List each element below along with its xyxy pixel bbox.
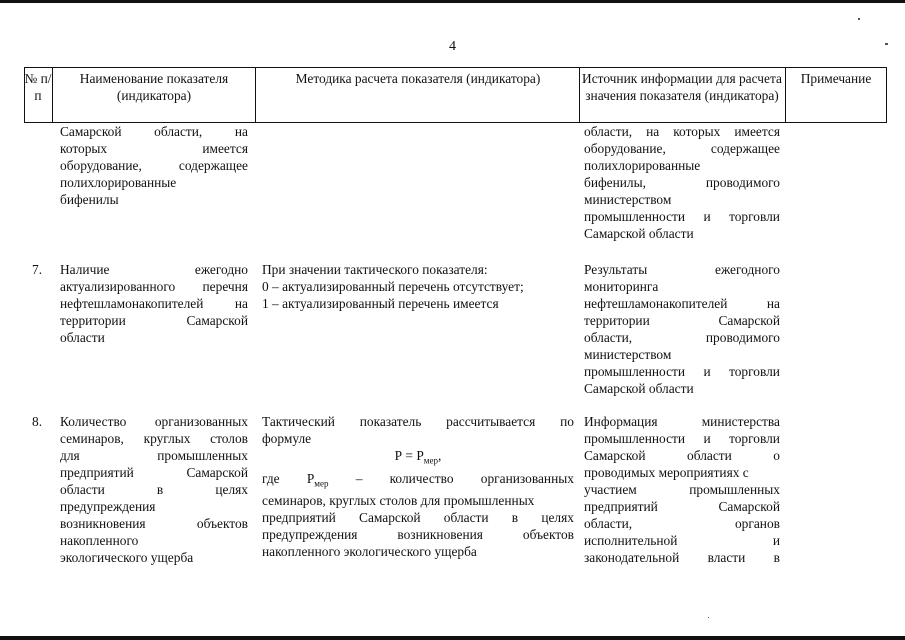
text-line: нефтешламонакопителей на [584, 296, 780, 311]
page-number: 4 [449, 39, 456, 54]
text-line: министерством [584, 192, 672, 207]
text-line: предприятий Самарской [60, 465, 248, 480]
table-top-border [24, 67, 887, 68]
text-line: которых имеется [60, 141, 248, 156]
text-line: Самарской области, на [60, 124, 248, 139]
text-line: оборудование, содержащее [60, 158, 248, 173]
header-col-calculation-method: Методика расчета показателя (индикатора) [295, 71, 541, 86]
text-line: Информация министерства [584, 414, 780, 429]
text-line: промышленности и торговли [584, 209, 780, 224]
row-7-indicator-name [60, 261, 248, 346]
text-line: для промышленных [60, 448, 248, 463]
row-continued-name [60, 123, 248, 208]
row-8-calculation-method [262, 413, 574, 560]
text-line: предупреждения [60, 499, 156, 514]
text-line: семинаров, круглых столов [60, 431, 248, 446]
page-top-edge [0, 0, 905, 3]
text-line: области, органов [584, 516, 780, 531]
calculation-formula: $Р = Р_{мер}$, [394, 448, 442, 466]
row-8-indicator-name [60, 413, 248, 566]
text-line: Самарской области [584, 226, 694, 241]
scan-speck [885, 43, 888, 45]
text-line: участием промышленных [584, 482, 780, 497]
header-col-number: № п/п [24, 71, 52, 103]
header-divider [886, 67, 887, 123]
text-line: Самарской области о [584, 448, 780, 463]
text-line: возникновения объектов [60, 516, 248, 531]
text-line: министерством [584, 347, 672, 362]
header-col-note: Примечание [800, 71, 872, 86]
text-line: семинаров, круглых столов для промышленных [262, 493, 535, 509]
scan-speck [858, 18, 860, 20]
row-7-information-source [584, 261, 780, 397]
text-line: мониторинга [584, 279, 659, 294]
text-line: Тактический показатель рассчитывается по [262, 414, 574, 429]
text-line: 0 – актуализированный перечень отсутствует; [262, 279, 524, 294]
text-line: промышленности и торговли [584, 431, 780, 446]
text-line: области в целях [60, 482, 248, 497]
text-line: экологического ущерба [60, 550, 194, 565]
page-bottom-edge [0, 636, 905, 640]
text-line: При значении тактического показателя: [262, 262, 488, 277]
text-line: 1 – актуализированный перечень имеется [262, 296, 499, 311]
text-line: накопленного [60, 533, 139, 548]
header-divider [255, 67, 256, 123]
text-line: накопленного экологического ущерба [262, 544, 477, 560]
text-line: исполнительной и [584, 533, 780, 548]
text-line: полихлорированные [584, 158, 701, 173]
text-line: полихлорированные [60, 175, 177, 190]
row-7-calculation-method [262, 261, 574, 312]
text-line: оборудование, содержащее [584, 141, 780, 156]
header-divider [52, 67, 53, 123]
row-number: 8. [32, 414, 43, 429]
text-line: где $Р_{мер}$ – количество организованных [262, 470, 574, 489]
text-line: области [60, 330, 105, 345]
scan-speck [708, 617, 709, 618]
text-line: нефтешламонакопителей на [60, 296, 248, 311]
text-line: области, проводимого [584, 330, 780, 345]
text-line: Количество организованных [60, 414, 248, 429]
text-line: промышленности и торговли [584, 364, 780, 379]
text-line: формуле [262, 431, 312, 446]
text-line: проводимых мероприятиях с [584, 465, 749, 480]
text-line: законодательной власти в [584, 550, 780, 565]
text-line: Самарской области [584, 381, 694, 396]
row-continued-source [584, 123, 780, 242]
text-line: Результаты ежегодного [584, 262, 780, 277]
header-divider [785, 67, 786, 123]
text-line: актуализированного перечня [60, 279, 248, 294]
text-line: предприятий Самарской области в целях [262, 510, 574, 526]
row-number: 7. [32, 262, 43, 277]
header-col-information-source: Источник информации для расчета значения показателя (индикатора) [582, 71, 782, 103]
text-line: бифенилы, проводимого [584, 175, 780, 190]
text-line: области, на которых имеется [584, 124, 780, 139]
header-col-indicator-name: Наименование показателя (индикатора) [79, 71, 229, 103]
text-line: территории Самарской [60, 313, 248, 328]
text-line: территории Самарской [584, 313, 780, 328]
text-line: предупреждения возникновения объектов [262, 527, 574, 543]
row-8-information-source [584, 413, 780, 566]
header-divider [579, 67, 580, 123]
text-line: Наличие ежегодно [60, 262, 248, 277]
text-line: предприятий Самарской [584, 499, 780, 514]
text-line: бифенилы [60, 192, 119, 207]
